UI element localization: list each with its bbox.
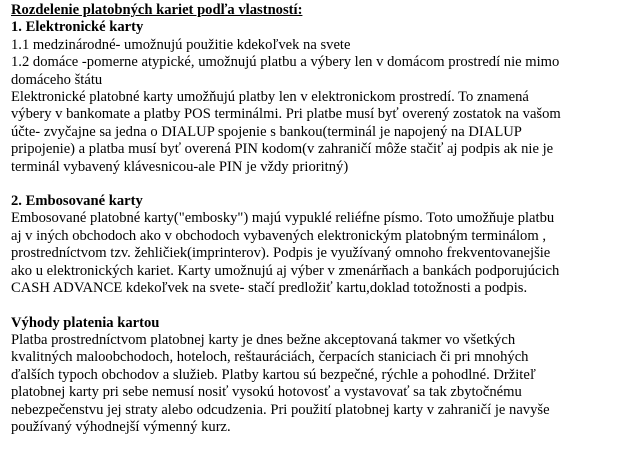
paragraph-line: ďalších typoch obchodov a služieb. Platby kartou sú bezpečné, rýchle a pohodlné. Držiteľ — [11, 366, 536, 383]
paragraph-line: kvalitných maloobchodoch, hoteloch, reštauráciách, čerpacích staniciach či pri mnohých — [11, 349, 529, 366]
paragraph-line: ako u elektronických kariet. Karty umožnujú aj výber v zmenárňach a bankách podporujúcich — [11, 262, 560, 279]
paragraph-line: Elektronické platobné karty umožňujú platby len v elektronickom prostredí. To znamená — [11, 89, 529, 106]
blank-line — [11, 176, 621, 193]
paragraph-line: prostredníctvom tzv. žehličiek(imprinterov). Podpis je využívaný omnoho frekventovanejšie — [11, 245, 551, 262]
paragraph-line: platobnej karty pri sebe nemusí nosiť vysokú hotovosť a vystavovať sa tak zbytočnému — [11, 384, 522, 401]
paragraph-line: Embosované platobné karty("embosky") majú vypuklé reliéfne písmo. Toto umožňuje platbu — [11, 210, 555, 227]
paragraph-line: používaný výhodnejší výmenný kurz. — [11, 418, 231, 435]
section-heading-embossed-cards: 2. Embosované karty — [11, 193, 143, 210]
paragraph-line: aj v iných obchodoch ako v obchodoch vybavených elektronickým platobným terminálom , — [11, 227, 546, 244]
section-heading-electronic-cards: 1. Elektronické karty — [11, 19, 144, 36]
paragraph-line: domáceho štátu — [11, 71, 103, 88]
paragraph-line: CASH ADVANCE kdekoľvek na svete- stačí predložiť kartu,doklad totožnosti a podpis. — [11, 280, 528, 297]
paragraph-line: terminál vybavený klávesnicou-ale PIN je vždy prioritný) — [11, 158, 349, 175]
section-heading-card-payment-advantages: Výhody platenia kartou — [11, 314, 160, 331]
blank-line — [11, 298, 621, 315]
paragraph-line: Platba prostredníctvom platobnej karty je dnes bežne akceptovaná takmer vo všetkých — [11, 331, 516, 348]
paragraph-line: pripojenie) a platba musí byť overená PIN kodom(v zahraničí môže stačiť aj podpis ak nie je — [11, 141, 554, 158]
document-title: Rozdelenie platobných kariet podľa vlastností: — [11, 2, 303, 18]
paragraph-line: 1.2 domáce -pomerne atypické, umožnujú platbu a výbery len v domácom prostredí nie mimo — [11, 54, 560, 71]
paragraph-line: účte- zvyčajne sa jedna o DIALUP spojenie s bankou(terminál je napojený na DIALUP — [11, 123, 522, 140]
paragraph-line: nebezpečenstvu jej straty alebo odcudzenia. Pri použití platobnej karty v zahraničí je navyše — [11, 401, 550, 418]
paragraph-line: výbery v bankomate a platby POS terminálmi. Pri platbe musí byť overený zostatok na vašom — [11, 106, 561, 123]
paragraph-line: 1.1 medzinárodné- umožnujú použitie kdekoľvek na svete — [11, 36, 351, 53]
